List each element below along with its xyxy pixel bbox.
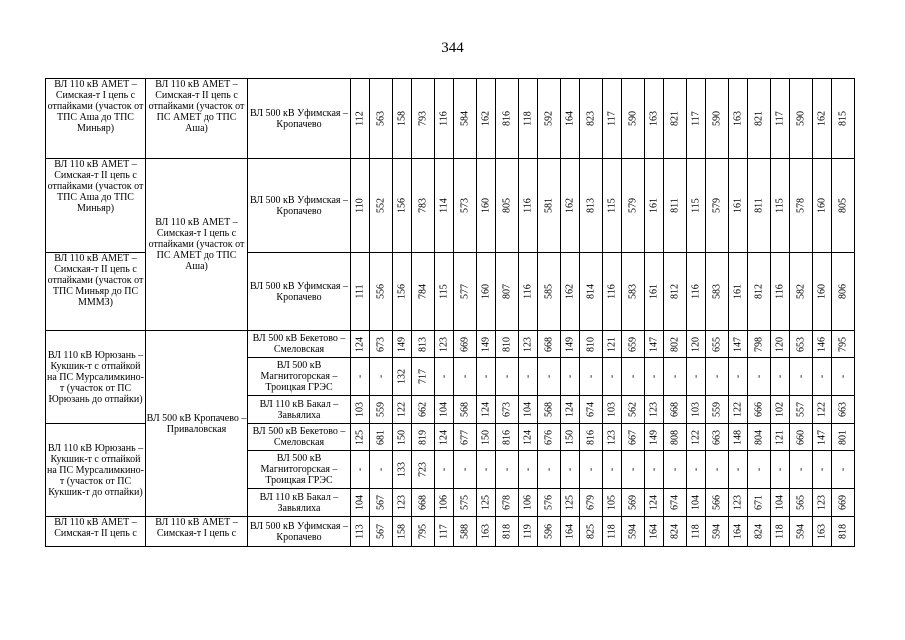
value-cell: 156 [393,253,412,331]
value-cell: 824 [748,517,771,547]
value-cell: 158 [393,517,412,547]
value-cell: 104 [519,396,538,424]
value-cell: 116 [519,159,538,253]
value-cell: 811 [748,159,771,253]
value-cell: 825 [580,517,603,547]
value-cell: 816 [496,79,519,159]
value-cell: - [813,451,832,489]
value-cell: - [790,451,813,489]
value-cell: 122 [393,396,412,424]
value-cell: 815 [832,79,855,159]
page-number: 344 [441,40,464,56]
value-cell: 812 [664,253,687,331]
value-cell: 590 [622,79,645,159]
value-cell: 132 [393,358,412,396]
value-cell: 669 [832,489,855,517]
table-row [46,517,855,547]
value-cell: 666 [748,396,771,424]
value-cell: 120 [687,331,706,358]
value-cell: 125 [477,489,496,517]
value-cell: 146 [813,331,832,358]
value-cell: 676 [538,424,561,451]
value-cell: 671 [748,489,771,517]
value-cell: 112 [351,79,370,159]
value-cell: 162 [477,79,496,159]
value-cell: - [370,358,393,396]
value-cell: - [603,451,622,489]
value-cell: 161 [645,159,664,253]
value-cell: 653 [790,331,813,358]
value-cell: 121 [603,331,622,358]
value-cell: 810 [580,331,603,358]
value-cell: - [580,451,603,489]
cell-line-1: ВЛ 110 кВ АМЕТ – Симская-т II цепь с отпайками (участок от ТПС Аша до ТПС Миньяр) [46,159,146,253]
value-cell: 124 [435,424,454,451]
value-cell: 160 [813,159,832,253]
value-cell: 102 [771,396,790,424]
data-table [45,78,855,547]
value-cell: - [561,451,580,489]
value-cell: 813 [580,159,603,253]
value-cell: - [580,358,603,396]
value-cell: 123 [603,424,622,451]
value-cell: - [729,451,748,489]
value-cell: 559 [706,396,729,424]
value-cell: - [538,451,561,489]
value-cell: 584 [454,79,477,159]
value-cell: 160 [477,253,496,331]
value-cell: 583 [622,253,645,331]
cell-line-1: ВЛ 110 кВ Юрюзань – Кукшик-т с отпайкой на ПС Мурсалимкино-т (участок от ПС Юрюзань до отпайки) [46,331,146,424]
value-cell: 148 [729,424,748,451]
value-cell: 118 [771,517,790,547]
value-cell: 588 [454,517,477,547]
value-cell: 681 [370,424,393,451]
value-cell: 810 [496,331,519,358]
value-cell: 798 [748,331,771,358]
value-cell: 104 [351,489,370,517]
value-cell: 673 [496,396,519,424]
value-cell: 557 [790,396,813,424]
value-cell: - [687,451,706,489]
value-cell: 573 [454,159,477,253]
value-cell: 147 [645,331,664,358]
cell-line-1: ВЛ 110 кВ АМЕТ – Симская-т II цепь с [46,517,146,547]
value-cell: 566 [706,489,729,517]
cell-line-3: ВЛ 500 кВ Уфимская – Кропачево [248,159,351,253]
cell-line-3: ВЛ 500 кВ Уфимская – Кропачево [248,253,351,331]
value-cell: 161 [729,253,748,331]
value-cell: 116 [519,253,538,331]
value-cell: 163 [477,517,496,547]
value-cell: 662 [412,396,435,424]
value-cell: 149 [645,424,664,451]
value-cell: 582 [790,253,813,331]
value-cell: 124 [561,396,580,424]
value-cell: 149 [477,331,496,358]
value-cell: - [496,451,519,489]
value-cell: 806 [832,253,855,331]
value-cell: 161 [729,159,748,253]
value-cell: 106 [519,489,538,517]
value-cell: - [603,358,622,396]
value-cell: - [561,358,580,396]
value-cell: - [748,451,771,489]
value-cell: 556 [370,253,393,331]
value-cell: 147 [729,331,748,358]
value-cell: 162 [561,159,580,253]
value-cell: 592 [538,79,561,159]
value-cell: 804 [748,424,771,451]
value-cell: 119 [519,517,538,547]
value-cell: 655 [706,331,729,358]
value-cell: 103 [351,396,370,424]
value-cell: 808 [664,424,687,451]
value-cell: 795 [412,517,435,547]
value-cell: 118 [687,517,706,547]
value-cell: 106 [435,489,454,517]
value-cell: 717 [412,358,435,396]
value-cell: 150 [561,424,580,451]
value-cell: 149 [393,331,412,358]
value-cell: 723 [412,451,435,489]
value-cell: 668 [538,331,561,358]
cell-line-2: ВЛ 110 кВ АМЕТ – Симская-т I цепь с [146,517,248,547]
value-cell: 147 [813,424,832,451]
value-cell: 567 [370,517,393,547]
value-cell: 594 [790,517,813,547]
value-cell: 814 [580,253,603,331]
table-row [46,79,855,159]
value-cell: 801 [832,424,855,451]
value-cell: - [351,358,370,396]
value-cell: - [454,358,477,396]
value-cell: 668 [664,396,687,424]
value-cell: 133 [393,451,412,489]
cell-line-1: ВЛ 110 кВ АМЕТ – Симская-т I цепь с отпайками (участок от ТПС Аша до ТПС Миньяр) [46,79,146,159]
value-cell: 105 [603,489,622,517]
value-cell: 122 [687,424,706,451]
table-row [46,159,855,253]
value-cell: 149 [561,331,580,358]
value-cell: - [790,358,813,396]
cell-line-3: ВЛ 500 кВ Уфимская – Кропачево [248,517,351,547]
value-cell: 568 [454,396,477,424]
value-cell: 678 [496,489,519,517]
value-cell: 162 [813,79,832,159]
value-cell: 150 [477,424,496,451]
value-cell: 115 [771,159,790,253]
value-cell: 821 [664,79,687,159]
value-cell: - [519,451,538,489]
value-cell: 579 [706,159,729,253]
value-cell: 124 [519,424,538,451]
table-row [46,331,855,358]
value-cell: - [477,358,496,396]
value-cell: 569 [622,489,645,517]
value-cell: 663 [832,396,855,424]
value-cell: 674 [664,489,687,517]
value-cell: - [622,451,645,489]
value-cell: 784 [412,253,435,331]
value-cell: - [813,358,832,396]
cell-line-2: ВЛ 110 кВ АМЕТ – Симская-т I цепь с отпайками (участок от ПС АМЕТ до ТПС Аша) [146,159,248,331]
value-cell: 578 [790,159,813,253]
value-cell: - [771,451,790,489]
value-cell: 164 [561,517,580,547]
value-cell: - [706,451,729,489]
value-cell: 673 [370,331,393,358]
cell-line-3: ВЛ 110 кВ Бакал – Завьялиха [248,489,351,517]
value-cell: - [538,358,561,396]
value-cell: 118 [519,79,538,159]
value-cell: 123 [435,331,454,358]
cell-line-2: ВЛ 110 кВ АМЕТ – Симская-т II цепь с отпайками (участок от ПС АМЕТ до ТПС Аша) [146,79,248,159]
value-cell: 824 [664,517,687,547]
value-cell: 816 [580,424,603,451]
value-cell: 123 [393,489,412,517]
value-cell: 807 [496,253,519,331]
value-cell: 115 [687,159,706,253]
value-cell: 164 [645,517,664,547]
value-cell: - [435,451,454,489]
cell-line-2: ВЛ 500 кВ Кропачево – Приваловская [146,331,248,517]
value-cell: 124 [477,396,496,424]
value-cell: 567 [370,489,393,517]
value-cell: 104 [771,489,790,517]
value-cell: 552 [370,159,393,253]
value-cell: 115 [435,253,454,331]
value-cell: - [454,451,477,489]
value-cell: 117 [771,79,790,159]
value-cell: 668 [412,489,435,517]
value-cell: 116 [435,79,454,159]
value-cell: 596 [538,517,561,547]
value-cell: - [687,358,706,396]
value-cell: 821 [748,79,771,159]
value-cell: 120 [771,331,790,358]
cell-line-3: ВЛ 500 кВ Магнитогорская – Троицкая ГРЭС [248,358,351,396]
value-cell: 124 [351,331,370,358]
value-cell: 563 [370,79,393,159]
value-cell: - [706,358,729,396]
value-cell: - [496,358,519,396]
value-cell: - [351,451,370,489]
value-cell: - [832,451,855,489]
value-cell: 160 [477,159,496,253]
value-cell: 164 [729,517,748,547]
cell-line-1: ВЛ 110 кВ АМЕТ – Симская-т II цепь с отпайками (участок от ТПС Миньяр до ПС МММЗ) [46,253,146,331]
value-cell: 116 [687,253,706,331]
value-cell: 793 [412,79,435,159]
value-cell: 122 [729,396,748,424]
value-cell: - [477,451,496,489]
value-cell: 125 [561,489,580,517]
value-cell: - [645,451,664,489]
value-cell: 123 [729,489,748,517]
value-cell: 663 [706,424,729,451]
value-cell: 158 [393,79,412,159]
value-cell: 590 [790,79,813,159]
value-cell: 823 [580,79,603,159]
value-cell: 116 [771,253,790,331]
value-cell: 114 [435,159,454,253]
value-cell: 816 [496,424,519,451]
value-cell: 123 [645,396,664,424]
value-cell: 110 [351,159,370,253]
value-cell: - [645,358,664,396]
value-cell: 667 [622,424,645,451]
value-cell: 660 [790,424,813,451]
value-cell: 115 [603,159,622,253]
value-cell: - [664,451,687,489]
value-cell: 124 [645,489,664,517]
value-cell: 104 [687,489,706,517]
value-cell: 116 [603,253,622,331]
value-cell: 659 [622,331,645,358]
value-cell: - [664,358,687,396]
cell-line-3: ВЛ 500 кВ Магнитогорская – Троицкая ГРЭС [248,451,351,489]
value-cell: - [748,358,771,396]
value-cell: 818 [832,517,855,547]
value-cell: 783 [412,159,435,253]
value-cell: 590 [706,79,729,159]
value-cell: 568 [538,396,561,424]
value-cell: 677 [454,424,477,451]
value-cell: - [519,358,538,396]
value-cell: 795 [832,331,855,358]
value-cell: 111 [351,253,370,331]
value-cell: 161 [645,253,664,331]
value-cell: - [832,358,855,396]
value-cell: 162 [561,253,580,331]
value-cell: 594 [706,517,729,547]
cell-line-3: ВЛ 500 кВ Уфимская – Кропачево [248,79,351,159]
value-cell: 118 [603,517,622,547]
value-cell: 811 [664,159,687,253]
value-cell: 674 [580,396,603,424]
value-cell: 575 [454,489,477,517]
value-cell: - [435,358,454,396]
cell-line-3: ВЛ 110 кВ Бакал – Завьялиха [248,396,351,424]
value-cell: 812 [748,253,771,331]
value-cell: - [370,451,393,489]
value-cell: 576 [538,489,561,517]
value-cell: - [729,358,748,396]
value-cell: 581 [538,159,561,253]
value-cell: 579 [622,159,645,253]
value-cell: 583 [706,253,729,331]
value-cell: 103 [687,396,706,424]
value-cell: 125 [351,424,370,451]
value-cell: 818 [496,517,519,547]
cell-line-1: ВЛ 110 кВ Юрюзань – Кукшик-т с отпайкой на ПС Мурсалимкино-т (участок от ПС Кукшик-т до отпайки) [46,424,146,517]
value-cell: 163 [645,79,664,159]
value-cell: 805 [496,159,519,253]
value-cell: 122 [813,396,832,424]
value-cell: - [771,358,790,396]
value-cell: 819 [412,424,435,451]
value-cell: 565 [790,489,813,517]
value-cell: 813 [412,331,435,358]
value-cell: 156 [393,159,412,253]
value-cell: 117 [435,517,454,547]
cell-line-3: ВЛ 500 кВ Бекетово – Смеловская [248,331,351,358]
value-cell: 594 [622,517,645,547]
value-cell: 103 [603,396,622,424]
value-cell: 669 [454,331,477,358]
value-cell: 163 [729,79,748,159]
value-cell: 117 [603,79,622,159]
value-cell: 164 [561,79,580,159]
cell-line-3: ВЛ 500 кВ Бекетово – Смеловская [248,424,351,451]
value-cell: 113 [351,517,370,547]
value-cell: 679 [580,489,603,517]
value-cell: 117 [687,79,706,159]
value-cell: 805 [832,159,855,253]
value-cell: 802 [664,331,687,358]
value-cell: 585 [538,253,561,331]
value-cell: 123 [519,331,538,358]
value-cell: 121 [771,424,790,451]
value-cell: 562 [622,396,645,424]
value-cell: 160 [813,253,832,331]
value-cell: 104 [435,396,454,424]
value-cell: - [622,358,645,396]
value-cell: 559 [370,396,393,424]
value-cell: 163 [813,517,832,547]
value-cell: 577 [454,253,477,331]
value-cell: 123 [813,489,832,517]
value-cell: 150 [393,424,412,451]
